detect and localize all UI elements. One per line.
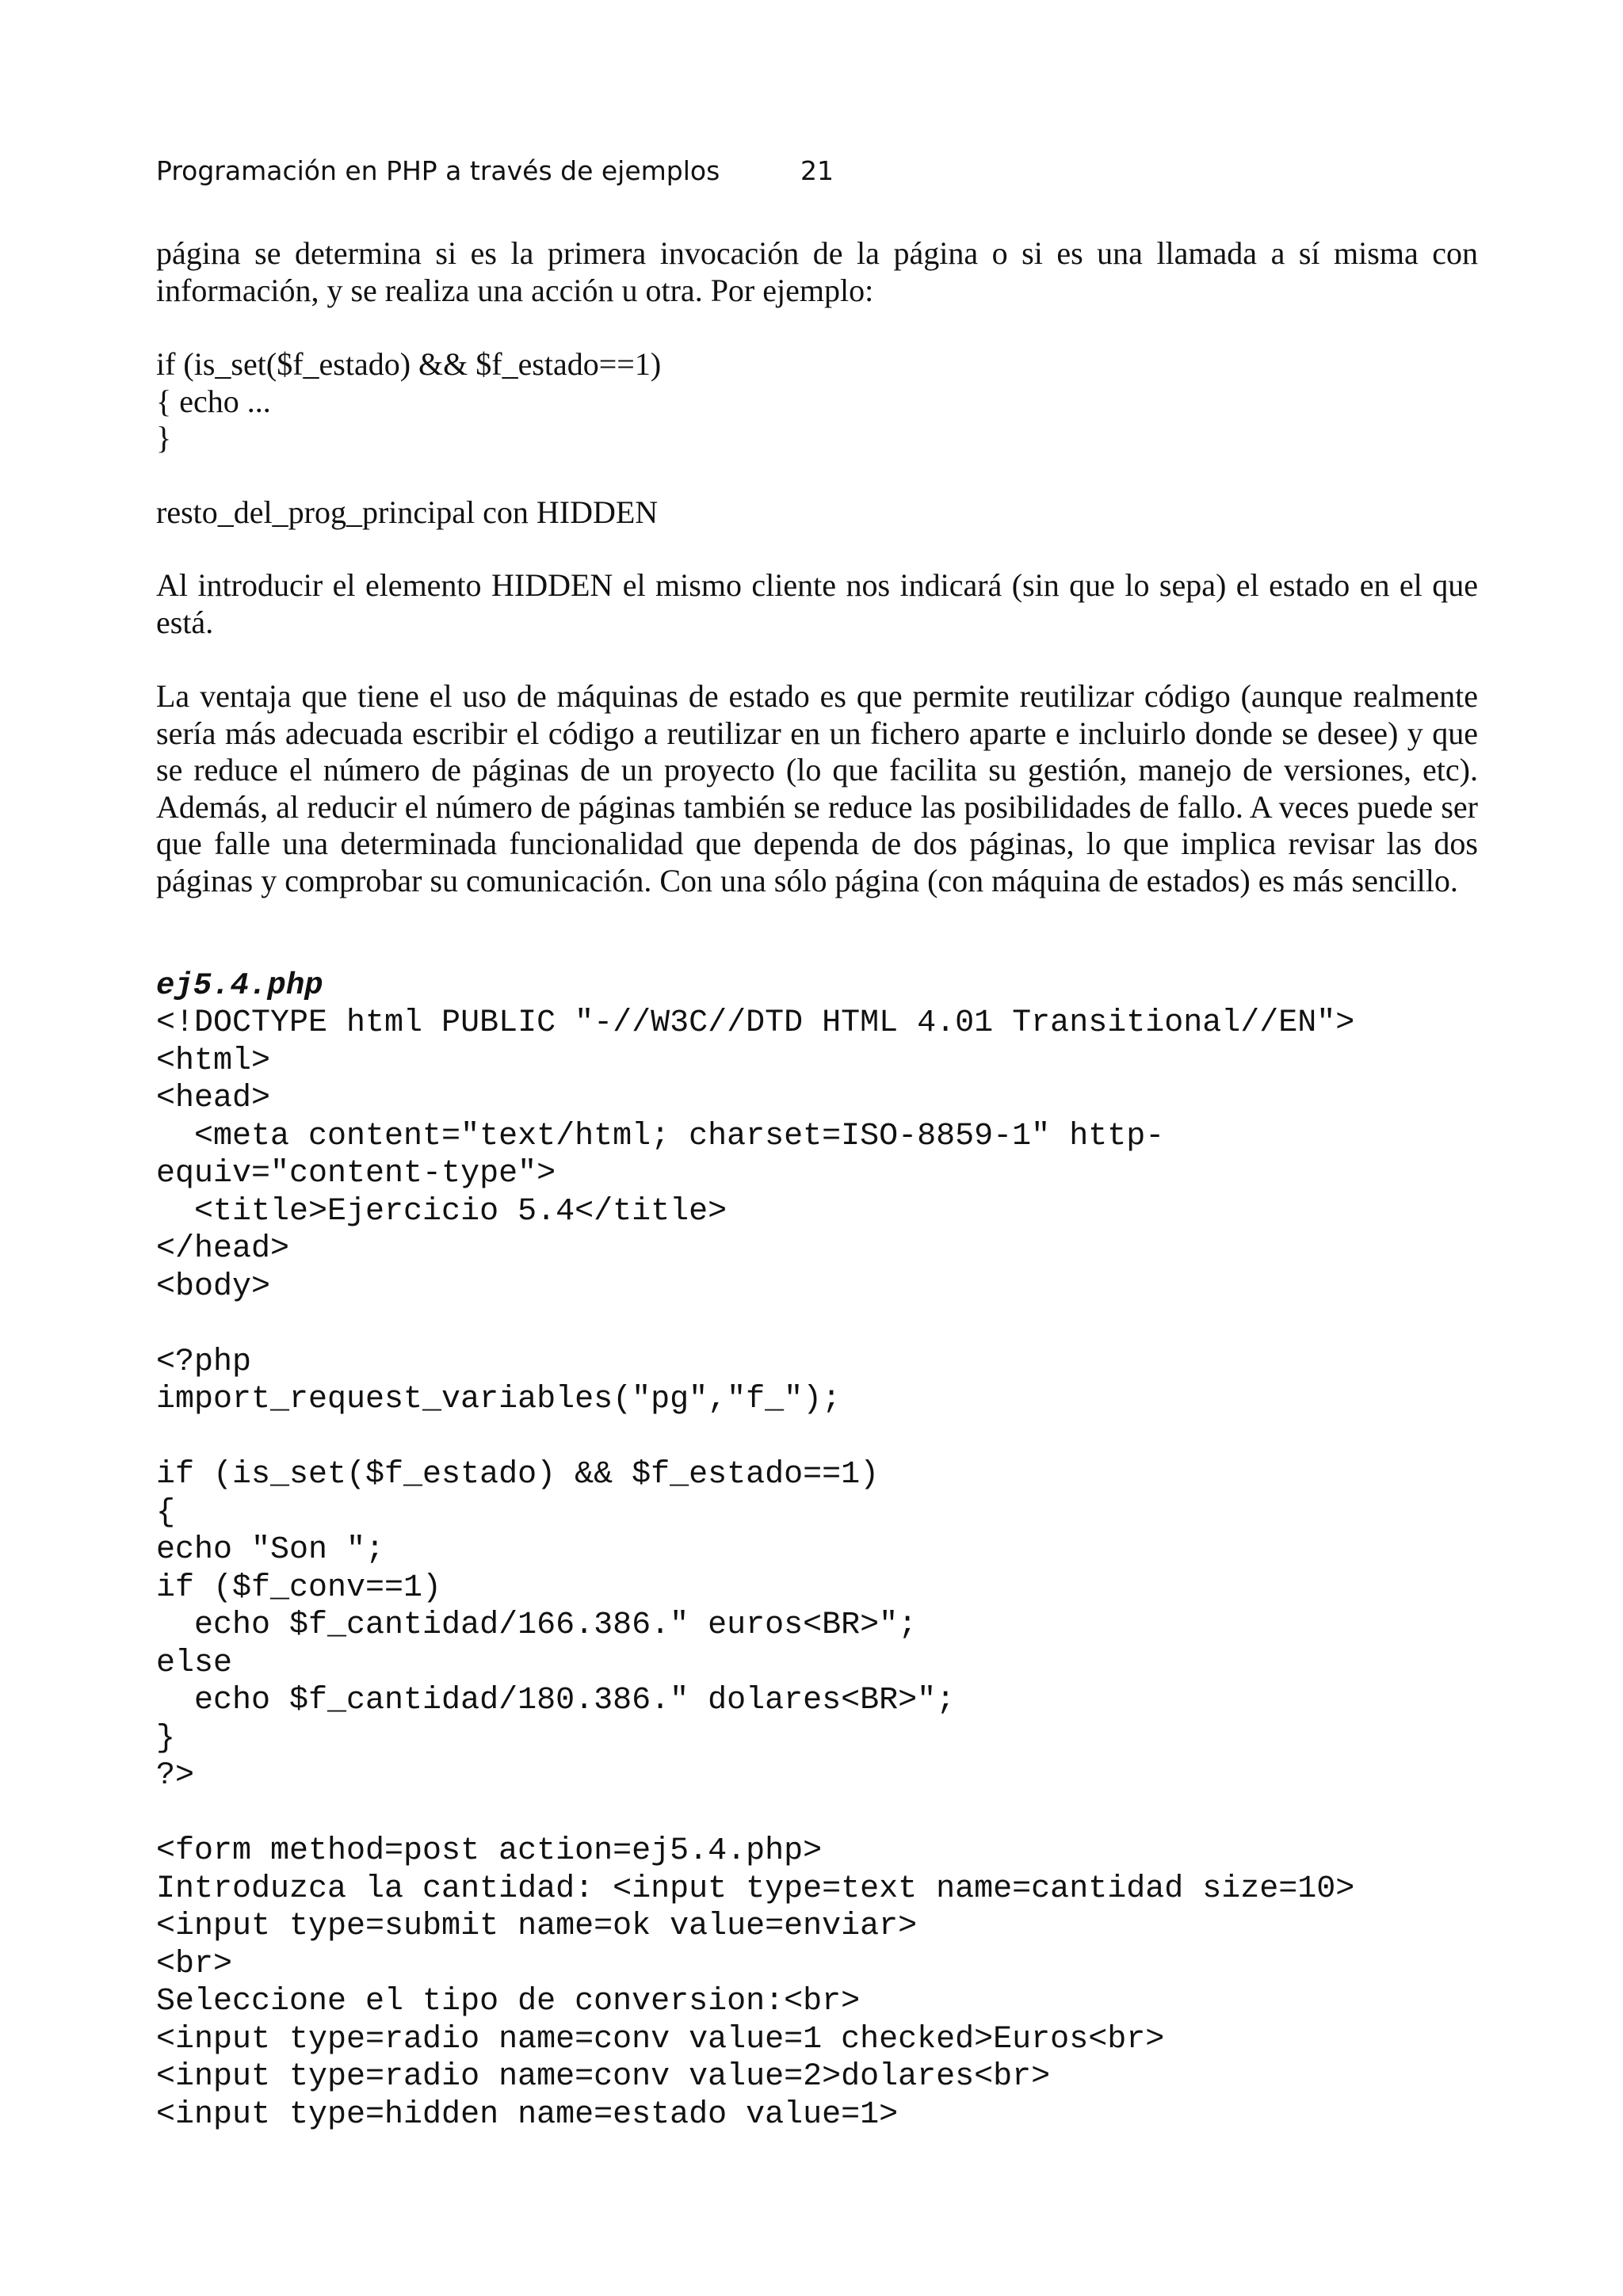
running-header <box>156 153 834 189</box>
paragraph-hidden-label: resto_del_prog_principal con HIDDEN <box>156 494 659 530</box>
code-listing-title: ej5.4.php <box>156 968 323 1003</box>
code-snippet-inline: if (is_set($f_estado) && $f_estado==1) { echo ... } <box>156 346 662 456</box>
page-number: 21 <box>800 155 834 186</box>
paragraph-state-machine: La ventaja que tiene el uso de máquinas de estado es que permite reutilizar código (aunque realmente sería más adecuada escribir el código a reutilizar en un fichero aparte e incluirlo donde se desee) y que se reduce el número de páginas de un proyecto (lo que facilita su gestión, manejo de versiones, etc). Además, al reducir el número de páginas también se reduce las posibilidades de fallo. A veces puede ser que falle una determinada funcionalidad que dependa de dos páginas, lo que implica revisar las dos páginas y comprobar su comunicación. Con una sólo página (con máquina de estados) es más sencillo. <box>156 678 1478 898</box>
code-listing: <!DOCTYPE html PUBLIC "-//W3C//DTD HTML 4.01 Transitional//EN"> <html> <head> <meta content="text/html; charset=ISO-8859-1" http- equiv="content-type"> <title>Ejercicio 5.4</title> </head> <body> <?php import_request_variables("pg","f_"); if (is_set($f_estado) && $f_estado==1) { echo "Son "; if ($f_conv==1) echo $f_cantidad/166.386." euros<BR>"; else echo $f_cantidad/180.386." dolares<BR>"; } ?> <form method=post action=ej5.4.php> Introduzca la cantidad: <input type=text name=cantidad size=10> <input type=submit name=ok value=enviar> <br> Seleccione el tipo de conversion:<br> <input type=radio name=conv value=1 checked>Euros<br> <input type=radio name=conv value=2>dolares<br> <input type=hidden name=estado value=1> <box>156 1005 1355 2133</box>
paragraph-intro: página se determina si es la primera invocación de la página o si es una llamada a sí misma con información, y se realiza una acción u otra. Por ejemplo: <box>156 235 1478 308</box>
header-title: Programación en PHP a través de ejemplos <box>156 155 720 186</box>
paragraph-hidden-explanation: Al introducir el elemento HIDDEN el mismo cliente nos indicará (sin que lo sepa) el estado en el que está. <box>156 567 1478 640</box>
